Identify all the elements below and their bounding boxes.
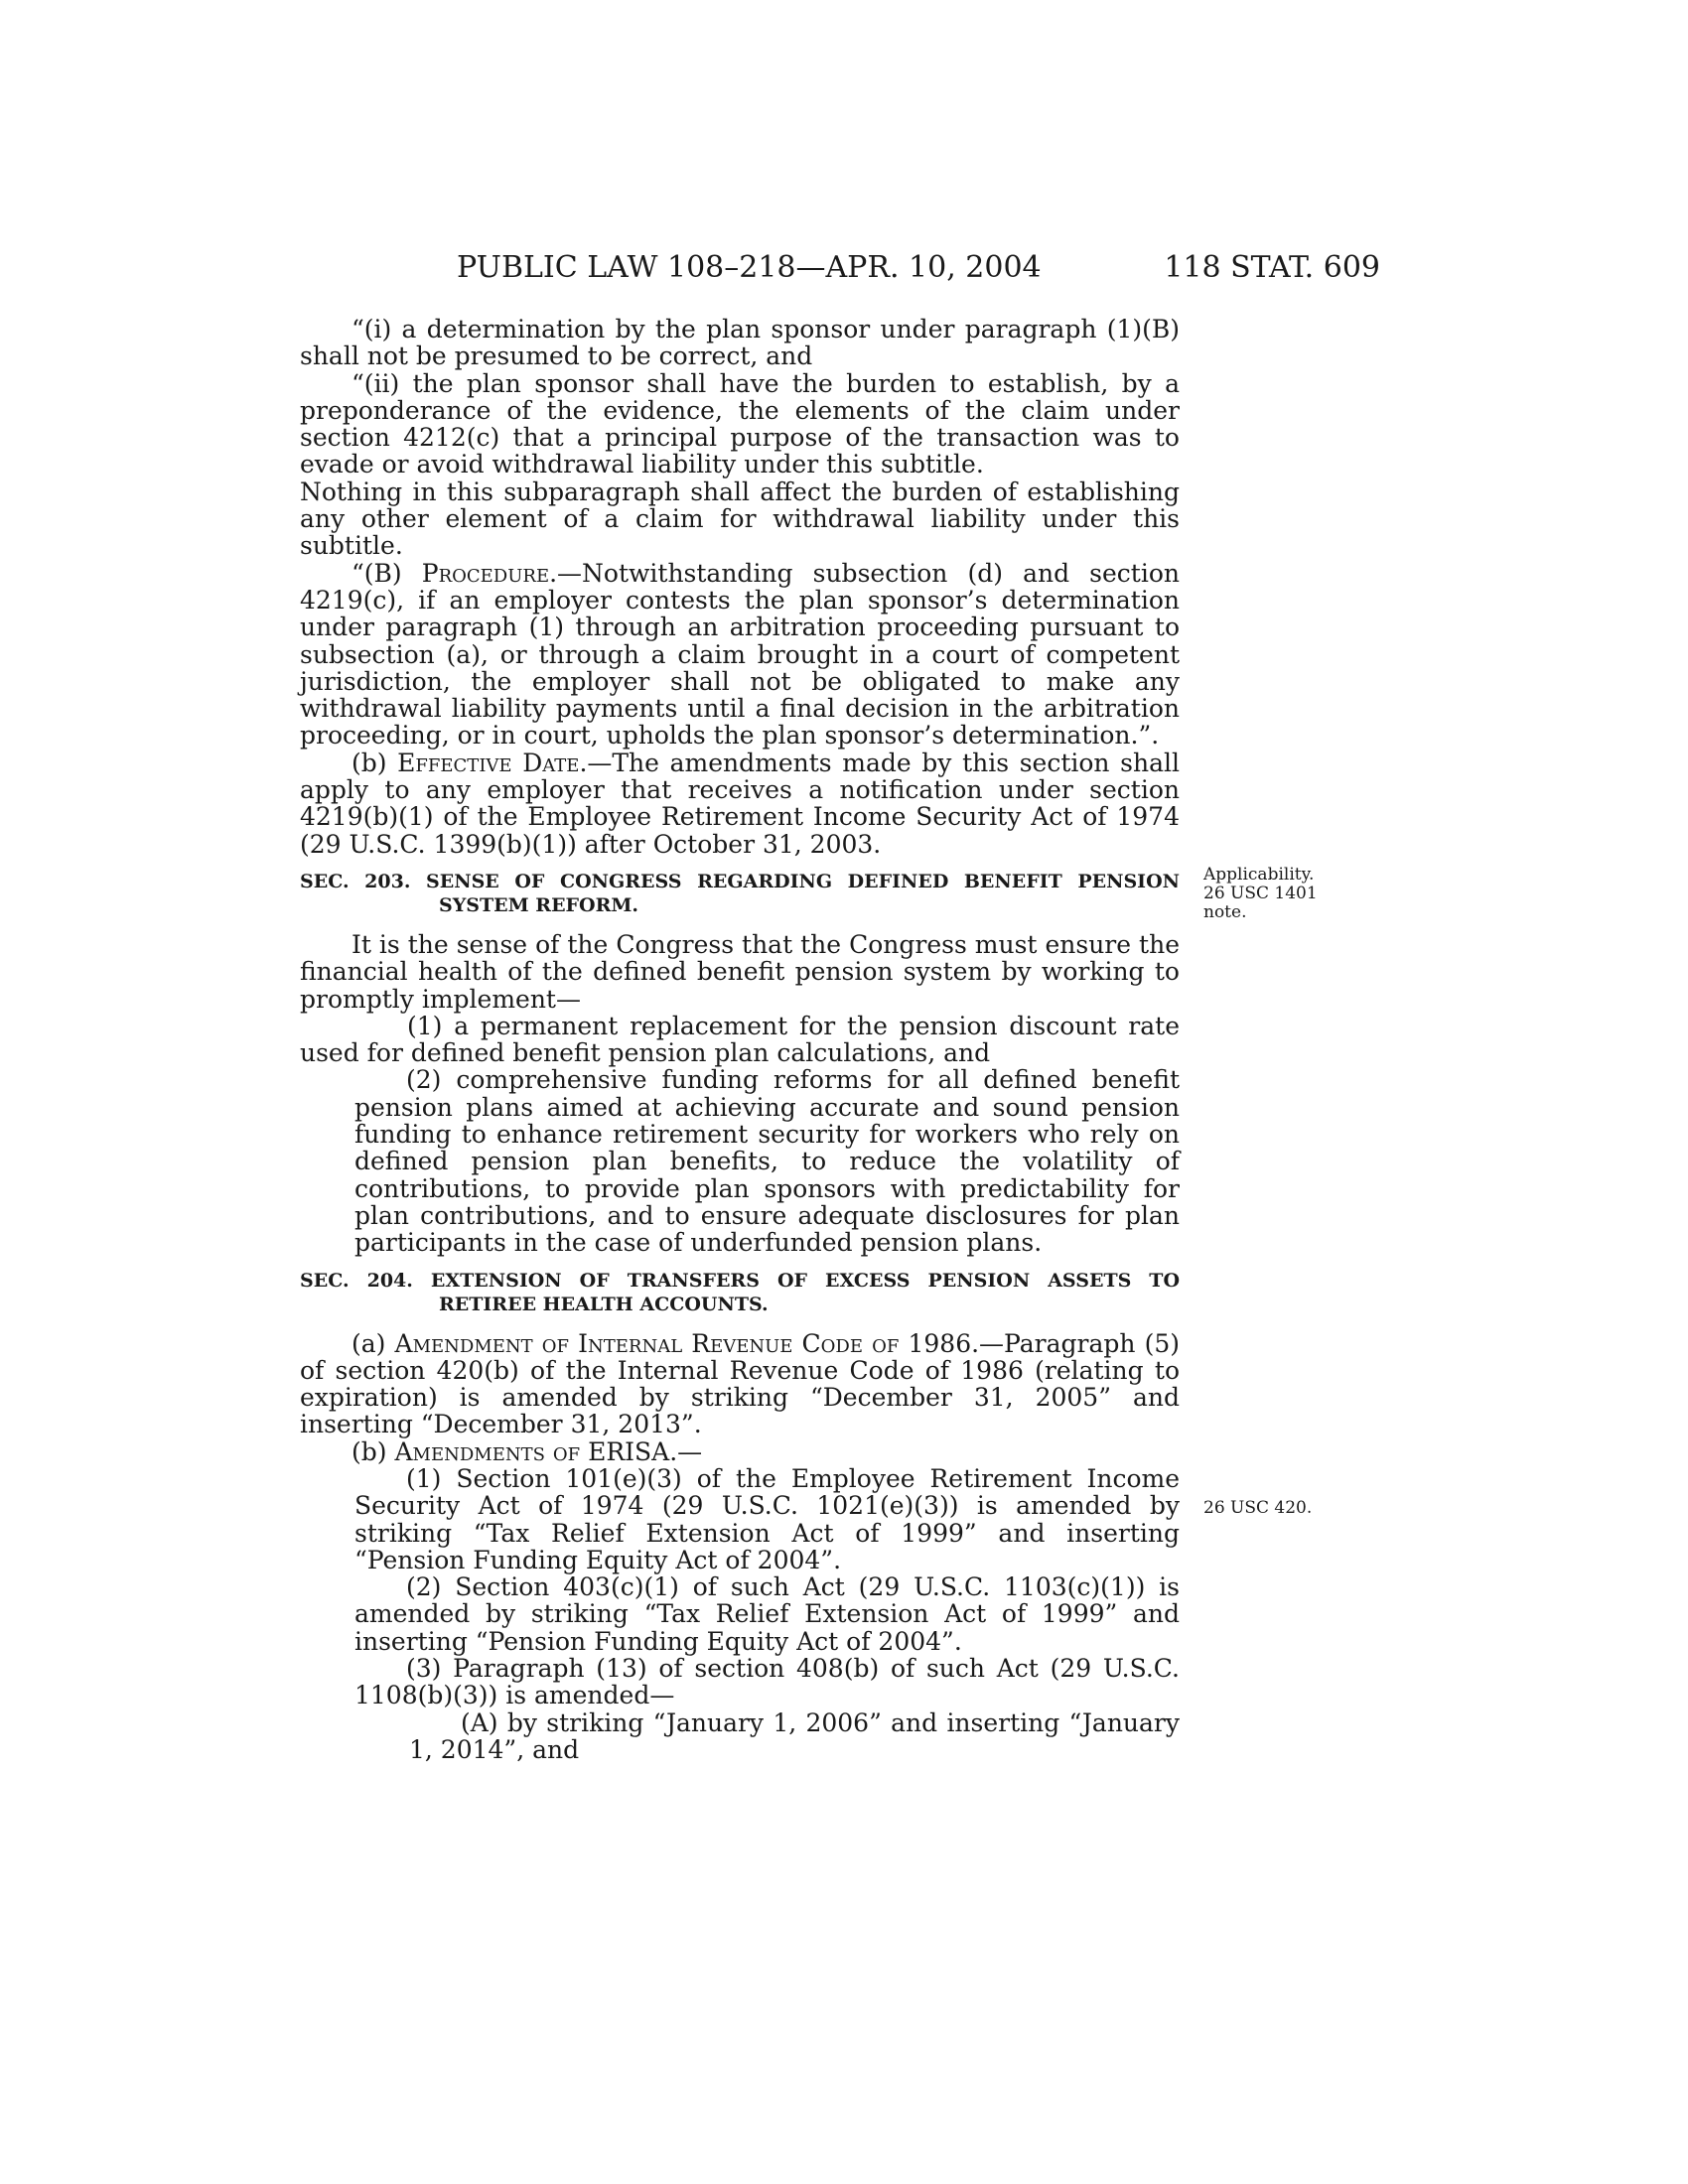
paragraph-item-1: (1) a permanent replacement for the pension discount rate used for defined benefit pension plan calculations, and bbox=[300, 1011, 1180, 1068]
paragraph-procedure bbox=[300, 560, 1180, 750]
margin-note-applicability-line2: 26 USC 1401 bbox=[1203, 884, 1318, 903]
amendment-irc-lead: (a) bbox=[352, 1328, 395, 1358]
amendments-erisa-heading: Amendments of ERISA bbox=[394, 1436, 670, 1466]
header-stat-page: 118 STAT. 609 bbox=[1164, 250, 1380, 285]
body-text bbox=[300, 316, 1180, 1763]
amendments-erisa-lead: (b) bbox=[352, 1436, 395, 1466]
procedure-lead: “(B) bbox=[352, 558, 422, 588]
procedure-text: .—Notwithstanding subsection (d) and section 4219(c), if an employer contests the plan sponsor’s determination under paragraph (1) through an arbitration proceeding pursuant to subsection (a), or through a claim brought in a court of competent jurisdiction, the employer shall not be obligated to make any withdrawal liability payments until a final decision in the arbitration proceeding, or in court, upholds the plan sponsor’s determination.”. bbox=[300, 558, 1180, 751]
amendment-irc-text: .—Paragraph (5) of section 420(b) of the Internal Revenue Code of 1986 (relating to expiration) is amended by striking “December 31, 2005” and inserting “December 31, 2013”. bbox=[300, 1328, 1181, 1439]
paragraph-sense-of-congress: It is the sense of the Congress that the Congress must ensure the financial health of the defined benefit pension system by working to promptly implement— bbox=[300, 929, 1180, 1014]
paragraph-erisa-item-3a: (A) by striking “January 1, 2006” and inserting “January 1, 2014”, and bbox=[409, 1707, 1180, 1764]
margin-note-usc-420-text: 26 USC 420. bbox=[1203, 1498, 1313, 1518]
effective-date-heading: Effective Date bbox=[397, 748, 580, 777]
paragraph-effective-date bbox=[300, 750, 1180, 858]
margin-note-applicability-line1: Applicability. bbox=[1203, 865, 1315, 885]
section-204-heading: SEC. 204. EXTENSION OF TRANSFERS OF EXCESS PENSION ASSETS TO RETIREE HEALTH ACCOUNTS. bbox=[300, 1269, 1180, 1315]
paragraph-item-2: (2) comprehensive funding reforms for all defined benefit pension plans aimed at achieving accurate and sound pension funding to enhance retirement security for workers who rely on defined pension plan benefits, to reduce the volatility of contributions, to provide plan sponsors with predictability for plan contributions, and to ensure adequate disclosures for plan participants in the case of underfunded pension plans. bbox=[354, 1065, 1180, 1258]
paragraph-nothing-in-subparagraph: Nothing in this subparagraph shall affect the burden of establishing any other element of a claim for withdrawal liability under this subtitle. bbox=[300, 477, 1180, 561]
effective-date-text: .—The amendments made by this section shall apply to any employer that receives a notification under section 4219(b)(1) of the Employee Retirement Income Security Act of 1974 (29 U.S.C. 1399(b)(1)) after October 31, 2003. bbox=[300, 748, 1181, 859]
header-title: PUBLIC LAW 108–218—APR. 10, 2004 bbox=[457, 250, 1042, 285]
paragraph-erisa-item-1: (1) Section 101(e)(3) of the Employee Retirement Income Security Act of 1974 (29 U.S.C. 1021(e)(3)) is amended by striking “Tax Relief Extension Act of 1999” and inserting “Pension Funding Equity Act of 2004”. bbox=[354, 1463, 1180, 1574]
paragraph-amendment-irc bbox=[300, 1330, 1180, 1438]
paragraph-clause-ii: “(ii) the plan sponsor shall have the burden to establish, by a preponderance of the evidence, the elements of the claim under section 4212(c) that a principal purpose of the transaction was to evade or avoid withdrawal liability under this subtitle. bbox=[300, 368, 1180, 479]
running-header bbox=[457, 248, 1380, 288]
paragraph-erisa-item-3: (3) Paragraph (13) of section 408(b) of such Act (29 U.S.C. 1108(b)(3)) is amended— bbox=[354, 1654, 1180, 1710]
section-203-heading: SEC. 203. SENSE OF CONGRESS REGARDING DEFINED BENEFIT PENSION SYSTEM REFORM. bbox=[300, 870, 1180, 916]
paragraph-clause-i: “(i) a determination by the plan sponsor under paragraph (1)(B) shall not be presumed to be correct, and bbox=[300, 315, 1180, 371]
amendment-irc-heading: Amendment of Internal Revenue Code of 1986 bbox=[394, 1328, 972, 1358]
paragraph-erisa-item-2: (2) Section 403(c)(1) of such Act (29 U.S.C. 1103(c)(1)) is amended by striking “Tax Relief Extension Act of 1999” and inserting “Pension Funding Equity Act of 2004”. bbox=[354, 1572, 1180, 1656]
effective-date-lead: (b) bbox=[352, 748, 398, 777]
margin-note-usc-420 bbox=[1203, 1499, 1352, 1518]
paragraph-amendments-erisa bbox=[300, 1438, 1180, 1465]
margin-note-applicability bbox=[1203, 866, 1352, 922]
amendments-erisa-text: .— bbox=[669, 1436, 703, 1466]
procedure-heading: Procedure bbox=[421, 558, 550, 588]
margin-note-applicability-line3: note. bbox=[1203, 902, 1247, 922]
